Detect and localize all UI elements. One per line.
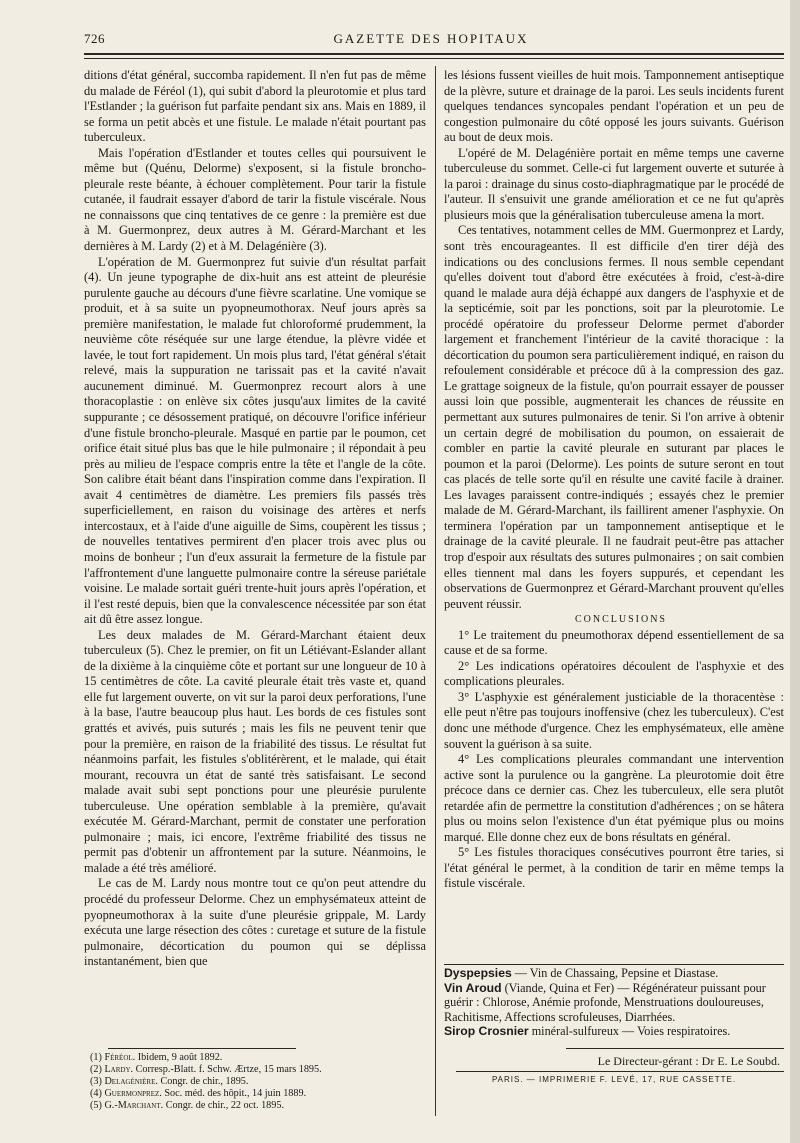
advertisement-rule [444,964,784,965]
page-number: 726 [84,31,105,46]
signature-rule-bottom [456,1071,784,1072]
paragraph: L'opéré de M. Delagénière portait en même temps une caverne tuberculeuse du sommet. Celle-ci fut largement ouverte et suturée à la paroi : drainage du sinus costo-diaphragmatique par le procédé de l'auteur. Il s'ensuivit une grande amélioration et ce ne fut qu'après plusieurs mois que la généralisation tuberculeuse amena la mort. [444,145,784,222]
printer-imprint: PARIS. — IMPRIMERIE F. LEVÉ, 17, RUE CASSETTE. [491,1075,737,1084]
ad-line: Vin Aroud (Viande, Quina et Fer) — Régénérateur puissant pour guérir : Chlorose, Anémie profonde, Menstruations douloureuses, Rachitisme, Affections scrofuleuses, Diarrhées. [444,980,766,1024]
conclusion-item: 1° Le traitement du pneumothorax dépend essentiellement de sa cause et de sa forme. [444,627,784,658]
footnote: (2) Lardy. Corresp.-Blatt. f. Schw. Ærtze, 15 mars 1895. [90,1064,322,1076]
left-column [84,68,426,970]
footnote-rule [108,1048,296,1049]
paragraph: Le cas de M. Lardy nous montre tout ce qu'on peut attendre du procédé du professeur Delorme. Chez un emphysémateux atteint de pyopneumothorax à la suite d'une pleurésie grippale, M. Lardy exécuta une large résection des côtes : curetage et suture de la fistule pulmonaire, décortication du poumon qui se déplissa instantanément, bien que [84,876,426,969]
right-column [444,68,784,892]
paragraph: Ces tentatives, notamment celles de MM. Guermonprez et Lardy, sont très encourageantes. Il est difficile d'en tirer déjà des indications ou des conclusions fermes. Il nous semble cependant qu'elles doivent tout d'abord être exécutées à froid, c'est-à-dire quand le malade aura déjà échappé aux dangers de l'asphyxie et de la septicémie, soit par les ponctions, soit par la pleurotomie. Le procédé opératoire du professeur Delorme permet d'aborder largement et franchement l'intérieur de la cavité thoracique : la décortication du poumon sera particulièrement indiqué, en raison du refoulement considérable et précoce dû à la compression des gaz. Le grattage soigneux de la fistule, qu'on pourrait essayer de pousser aussi loin que possible, augmenterait les chances de réussite en permettant aux sutures pulmonaires de tenir. Si l'on arrive à obtenir un certain degré de mobilisation du poumon, on essaierait de combler en partie la cavité pleurale en suturant par places le poumon et la paroi (Delorme). Les points de suture seront en tout cas placés de telle sorte qu'il en résulte une cavité facile à drainer. Les lavages paraissent contre-indiqués ; essayés chez le premier malade de M. Gérard-Marchant, ils faillirent amener l'asphyxie. On terminera l'opération par un tamponnement antiseptique et le drainage de la cavité pleurale. Il ne faudrait peut-être pas attacher trop d'espoir aux résultats des sutures pulmonaires ; on sait combien elles tiennent mal dans les foyers suppurés, et cependant les observations de Guermonprez et Gérard-Marchant prouvent qu'elles peuvent réussir. [444,223,784,611]
ad-line: Dyspepsies — Vin de Chassaing, Pepsine et Diastase. [444,966,719,980]
page-edge-shadow [790,0,800,1143]
journal-title: GAZETTE DES HOPITAUX [333,31,529,46]
paragraph: ditions d'état général, succomba rapidement. Il n'en fut pas de même du malade de Féréol (1), qui subit d'abord la pleurotomie et plus tard l'Estlander ; la guérison fut parfaite pendant six ans. Mais en 1889, il se forma un petit abcès et une fistule. Le malade n'était pourtant pas tuberculeux. [84,68,426,145]
footnote: (1) Féréol. Ibidem, 9 août 1892. [90,1052,223,1063]
paragraph: les lésions fussent vieilles de huit mois. Tamponnement antiseptique de la plèvre, suture et drainage de la paroi. Les seuls incidents furent quelques tendances syncopales pendant l'opération et un peu de congestion pulmonaire du côté opposé les jours suivants. Guérison au bout de deux mois. [444,68,784,145]
director-signature: Le Directeur-gérant : Dr E. Le Soubd. [597,1054,780,1068]
conclusion-item: 2° Les indications opératoires découlent de l'asphyxie et des complications pleurales. [444,658,784,689]
paragraph: L'opération de M. Guermonprez fut suivie d'un résultat parfait (4). Un jeune typographe de dix-huit ans est atteint de pleurésie purulente gauche au décours d'une fièvre scarlatine. Une vomique se produit, et à sa suite un pyopneumothorax. Neuf jours après sa première manifestation, le malade fut chloroformé prudemment, la neuvième côte réséquée sur une large étendue, la plèvre vidée et lavée, le tout fort rapidement. Un mois plus tard, l'état général s'était relevé, mais la suppuration ne tarissait pas et la cavité n'avait aucunement diminué. M. Guermonprez recourt alors à une thoracoplastie : on enlève six côtes jusqu'aux limites de la cavité suppurante ; ce désossement pratiqué, on découvre l'orifice inférieur d'une fistule broncho-pleurale. Masqué en partie par le poumon, cet orifice était situé plus bas que le hile pulmonaire ; il répondait à peu près au milieu de l'espace compris entre la tête et l'angle de la côte. Son calibre était béant dans l'inspiration comme dans l'expiration. Il avait 4 centimètres de diamètre. Les premiers fils passés très superficiellement, en raison du voisinage des artères et nerfs intercostaux, et à l'aide d'une aiguille de Sims, coupèrent les tissus ; de nouvelles tentatives permirent d'en placer trois avec plus ou moins de bonheur ; l'un d'eux assurait la fermeture de la fistule par l'affrontement d'une languette pulmonaire contre la séreuse pariétale voisine. Le malade sortait guéri trente-huit jours après l'opération, et il l'est resté depuis, bien que la convalescence nécessitée par son état ait dû être assez longue. [84,254,426,627]
footnotes [90,1052,426,1112]
footnote: (5) G.-Marchant. Congr. de chir., 22 oct. 1895. [90,1100,285,1112]
paragraph: Mais l'opération d'Estlander et toutes celles qui poursuivent le même but (Quénu, Delorme) s'exposent, si la fistule broncho-pleurale reste béante, à échouer complètement. Pour tarir la fistule cutanée, il faudrait essayer d'abord de tarir la fistule viscérale. Nous ne connaissons que cinq tentatives de ce genre : la première est due à M. Guermonprez, deux autres à M. Gérard-Marchant et les dernières à M. Lardy (2) et à M. Delagénière (3). [84,145,426,254]
signature-rule-top [566,1048,784,1049]
paragraph: Les deux malades de M. Gérard-Marchant étaient deux tuberculeux (5). Chez le premier, on fit un Létiévant-Eslander allant de la dixième à la cinquième côte et portant sur une longueur de 10 à 15 centimètres de côte. La cavité pleurale était très vaste et, quand elle fut largement ouverte, on vit sur la paroi deux perforations, l'une à la base, l'autre beaucoup plus haut. Les bords de ces fistules sont grattés et avivés, puis suturés ; mais les fils ne peuvent tenir que pour la première, en raison de la friabilité des tissus. Le résultat fut néanmoins parfait, les fistules s'oblitérèrent, et le malade, qui était mourant, recouvra un état de santé très satisfaisant. Le second malade avait subi sept ponctions pour une pleurésie purulente tuberculeuse. Une opération semblable à la première, qu'avait exécutée M. Gérard-Marchant, permit de constater une perforation pulmonaire ; mais, ici encore, l'extrême friabilité des tissus ne permit pas d'obtenir un affrontement par la suture. Néanmoins, le malade a été très amélioré. [84,627,426,875]
page-header [78,31,784,51]
advertisement-block [444,966,784,1039]
conclusions-heading: CONCLUSIONS [574,614,667,626]
header-rule-thick [84,53,784,55]
footnote: (4) Guermonprez. Soc. méd. des hôpit., 14 juin 1889. [90,1088,307,1100]
column-divider [435,66,436,1116]
footnote: (3) Delagénière. Congr. de chir., 1895. [90,1076,249,1088]
conclusion-item: 4° Les complications pleurales commandant une intervention active sont la purulence ou la gangrène. La pleurotomie doit être précoce dans ce dernier cas. Chez les tuberculeux, elle sera plutôt retardée afin de permettre la constitution d'adhérences ; on se hâtera plus ou moins selon l'existence d'un état pyémique plus ou moins marqué. Elle donne chez eux de bons résultats en général. [444,752,784,844]
ad-line: Sirop Crosnier minéral-sulfureux — Voies respiratoires. [444,1024,731,1039]
conclusion-item: 5° Les fistules thoraciques consécutives pourront être taries, si l'état général le permet, à la condition de tarir en même temps la fistule viscérale. [444,845,784,891]
header-rule-thin [84,58,784,59]
conclusion-item: 3° L'asphyxie est généralement justiciable de la thoracentèse : elle peut n'être pas toujours inoffensive (chez les tuberculeux). C'est donc une méthode d'urgence. Chez les emphysémateux, elle amène souvent la guérison à sa suite. [444,689,784,751]
